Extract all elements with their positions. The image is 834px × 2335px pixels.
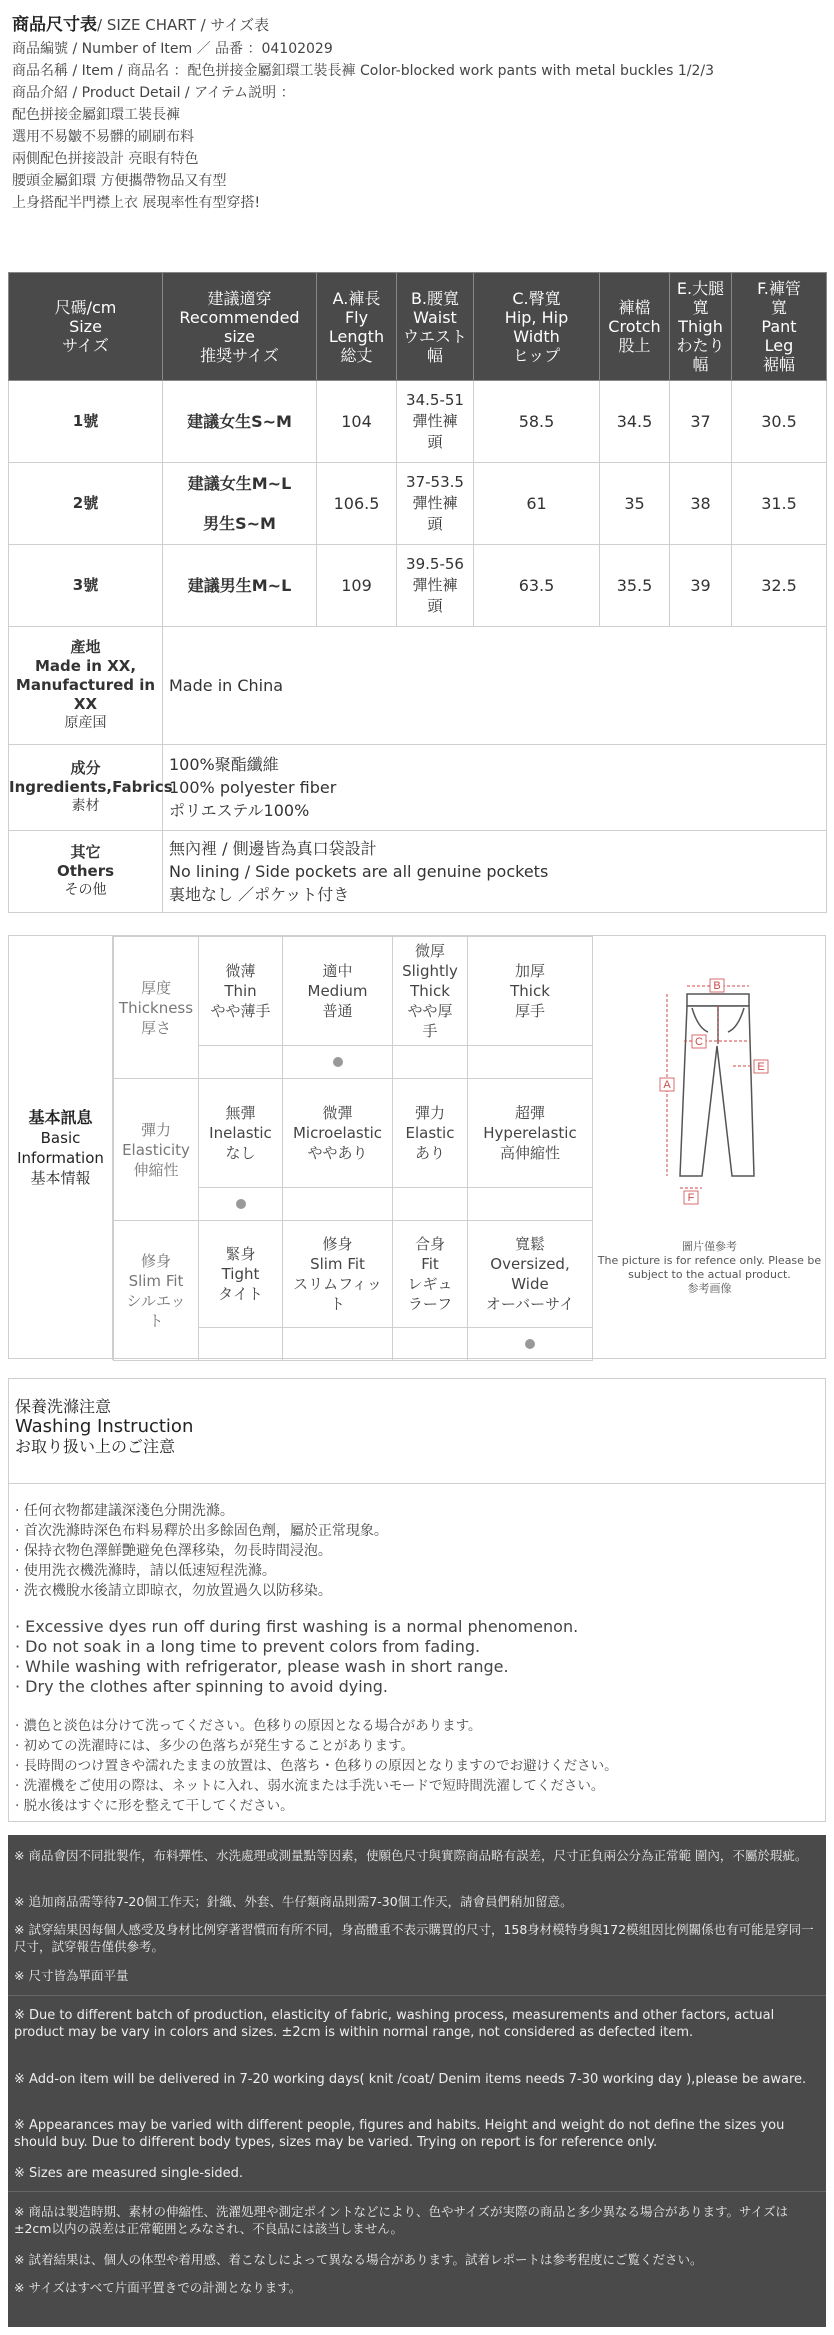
leg-cell: 32.5 xyxy=(732,545,827,627)
elasticity-inelastic: 無彈 Inelastic なし xyxy=(199,1079,283,1188)
size-cell: 3號 xyxy=(9,545,163,627)
note-item: ※ 商品は製造時期、素材の伸縮性、洗濯処理や測定ポイントなどにより、色やサイズが実際の商品と多少異なる場合があります。サイズは±2cm以内の誤差は正常範囲とみなされ、不良品には該当しません。 xyxy=(14,2204,788,2236)
leg-cell: 31.5 xyxy=(732,463,827,545)
indicator-cell xyxy=(468,1328,593,1361)
pants-shape xyxy=(680,1006,754,1176)
col-hip: C.臀寬 Hip, Hip Width ヒップ xyxy=(474,273,600,381)
recommended-cell: 建議男生M~L xyxy=(163,545,317,627)
fit-label: 修身 Slim Fit シルエッ ト xyxy=(114,1221,199,1361)
recommended-cell: 建議女生S~M xyxy=(163,381,317,463)
note-item: ※ 尺寸皆為單面平量 xyxy=(14,1968,129,1983)
list-item: · 長時間のつけ置きや濡れたままの放置は、色落ち・色移りの原因となりますのでお避けください。 xyxy=(15,1758,618,1774)
fit-oversized: 寬鬆 Oversized, Wide オーバーサイ xyxy=(468,1221,593,1328)
size-table-header xyxy=(9,273,827,381)
list-item: · 初めての洗濯時には、多少の色落ちが発生することがあります。 xyxy=(15,1738,415,1754)
fabric-value: 100%聚酯纖維 100% polyester fiber ポリエステル100% xyxy=(163,745,827,831)
diagram-caption: 圖片僅參考 The picture is for refence only. Please be subject to the actual product. 参考画像 xyxy=(597,1240,822,1295)
size-chart-title xyxy=(12,14,824,36)
col-length: A.褲長 Fly Length 総丈 xyxy=(317,273,397,381)
indicator-cell xyxy=(199,1328,283,1361)
length-cell: 109 xyxy=(317,545,397,627)
fit-regular: 合身 Fit レギュ ラーフ xyxy=(393,1221,468,1328)
table-row xyxy=(9,545,827,627)
label-b: B xyxy=(713,980,721,992)
indicator-cell xyxy=(468,1046,593,1079)
washing-title: 保養洗滌注意 Washing Instruction お取り扱い上のご注意 xyxy=(15,1397,194,1456)
note-item: ※ Appearances may be varied with different people, figures and habits. Height and weight do not define the sizes you should buy. Due to different body types, sizes may be varied. Trying on report is for reference only. xyxy=(14,2118,785,2150)
hip-cell: 63.5 xyxy=(474,545,600,627)
size-cell: 1號 xyxy=(9,381,163,463)
length-cell: 106.5 xyxy=(317,463,397,545)
col-crotch: 褲檔 Crotch 股上 xyxy=(600,273,670,381)
fabric-label: 成分 Ingredients,Fabrics 素材 xyxy=(9,745,163,831)
pants-measurement-diagram xyxy=(592,936,827,1236)
indicator-cell xyxy=(393,1328,468,1361)
thickness-options xyxy=(114,937,593,1046)
list-item: · Dry the clothes after spinning to avoid dying. xyxy=(15,1677,389,1696)
thickness-slightly-thick: 微厚 Slightly Thick やや厚 手 xyxy=(393,937,468,1046)
product-detail-line: 腰頭金屬釦環 方便攜帶物品又有型 xyxy=(12,173,227,189)
note-item: ※ 商品會因不同批製作，布料彈性、水洗處理或測量點等因素，使願色尺寸與實際商品略有誤差，尺寸正負兩公分為正常範 圍內，不屬於瑕疵。 xyxy=(14,1848,808,1863)
origin-label: 產地 Made in XX, Manufactured in XX 原産国 xyxy=(9,627,163,745)
table-row xyxy=(9,463,827,545)
divider xyxy=(8,2191,826,2192)
elasticity-hyper: 超彈 Hyperelastic 高伸縮性 xyxy=(468,1079,593,1188)
list-item: · Do not soak in a long time to prevent colors from fading. xyxy=(15,1637,481,1656)
fit-tight: 緊身 Tight タイト xyxy=(199,1221,283,1328)
thickness-thin: 微薄 Thin やや薄手 xyxy=(199,937,283,1046)
indicator-cell xyxy=(468,1188,593,1221)
notes-panel xyxy=(8,1835,826,2327)
waist-cell: 39.5-56 彈性褲 頭 xyxy=(397,545,474,627)
indicator-cell xyxy=(393,1188,468,1221)
note-item: ※ 試着結果は、個人の体型や着用感、着こなしによって異なる場合があります。試着レポートは参考程度にご覧ください。 xyxy=(14,2252,703,2267)
note-item: ※ Sizes are measured single-sided. xyxy=(14,2166,244,2181)
indicator-cell xyxy=(199,1046,283,1079)
basic-info-panel xyxy=(8,935,826,1359)
basic-info-title: 基本訊息 Basic Information 基本情報 xyxy=(9,936,113,1360)
waist-cell: 34.5-51 彈性褲 頭 xyxy=(397,381,474,463)
waist-cell: 37-53.5 彈性褲 頭 xyxy=(397,463,474,545)
indicator-cell xyxy=(283,1328,393,1361)
thickness-medium: 適中 Medium 普通 xyxy=(283,937,393,1046)
indicator-cell xyxy=(393,1046,468,1079)
list-item: · While washing with refrigerator, please wash in short range. xyxy=(15,1657,509,1676)
col-leg: F.褲管 寬 Pant Leg 裾幅 xyxy=(732,273,827,381)
item-number: 商品編號 / Number of Item ／ 品番 ：04102029 xyxy=(12,41,333,57)
hip-cell: 61 xyxy=(474,463,600,545)
other-row xyxy=(9,831,827,913)
col-size: 尺碼/cm Size サイズ xyxy=(9,273,163,381)
length-cell: 104 xyxy=(317,381,397,463)
list-item: · 任何衣物都建議深淺色分開洗滌。 xyxy=(15,1503,234,1519)
list-item: · 使用洗衣機洗滌時，請以低速短程洗滌。 xyxy=(15,1563,276,1579)
selected-dot xyxy=(236,1199,246,1209)
crotch-cell: 34.5 xyxy=(600,381,670,463)
note-item: ※ サイズはすべて片面平置きでの計測となります。 xyxy=(14,2280,302,2295)
elasticity-options xyxy=(114,1079,593,1188)
note-item: ※ 試穿結果因每個人感受及身材比例穿著習慣而有所不同，身高體重不表示購買的尺寸，158身材模特身與172模組因比例關係也有可能是穿同一尺寸，試穿報告僅供參考。 xyxy=(14,1922,814,1954)
list-item: · 脱水後はすぐに形を整えて干してください。 xyxy=(15,1798,294,1814)
label-f: F xyxy=(687,1192,695,1204)
thigh-cell: 38 xyxy=(670,463,732,545)
list-item: · 保持衣物色澤鮮艷避免色澤移染，勿長時間浸泡。 xyxy=(15,1543,332,1559)
product-detail-line: 上身搭配半門襟上衣 展現率性有型穿搭! xyxy=(12,195,261,211)
product-detail-label: 商品介紹 / Product Detail / アイテム説明 ： xyxy=(12,85,295,101)
col-recommended: 建議適穿 Recommended size 推奨サイズ xyxy=(163,273,317,381)
product-detail-line: 選用不易皺不易髒的刷刷布料 xyxy=(12,129,194,145)
list-item: · 洗衣機脫水後請立即晾衣，勿放置過久以防移染。 xyxy=(15,1583,332,1599)
indicator-cell xyxy=(199,1188,283,1221)
list-item: · 洗濯機をご使用の際は、ネットに入れ、弱水流または手洗いモードで短時間洗濯してください。 xyxy=(15,1778,605,1794)
waistband-shape xyxy=(687,994,749,1006)
note-item: ※ 追加商品需等待7-20個工作天；針織、外套、牛仔類商品則需7-30個工作天，請會員們稍加留意。 xyxy=(14,1894,573,1909)
other-value: 無內裡 / 側邊皆為真口袋設計 No lining / Side pockets are all genuine pockets 裏地なし ／ポケット付き xyxy=(163,831,827,913)
elasticity-label: 彈力 Elasticity 伸縮性 xyxy=(114,1079,199,1221)
elasticity-micro: 微彈 Microelastic ややあり xyxy=(283,1079,393,1188)
product-detail-line: 配色拼接金屬釦環工裝長褲 xyxy=(12,107,180,123)
product-header xyxy=(12,14,824,214)
note-item: ※ Add-on item will be delivered in 7-20 working days( knit /coat/ Denim items needs 7-30 working day ),please be aware. xyxy=(14,2072,807,2087)
crotch-cell: 35.5 xyxy=(600,545,670,627)
product-detail-line: 兩側配色拼接設計 亮眼有特色 xyxy=(12,151,199,167)
size-chart-heading: 商品尺寸表 xyxy=(12,15,97,35)
size-table xyxy=(8,272,827,913)
fabric-row xyxy=(9,745,827,831)
indicator-cell xyxy=(283,1046,393,1079)
item-name: 商品名稱 / Item / 商品名 ：配色拼接金屬釦環工裝長褲 Color-blocked work pants with metal buckles 1/2/3 xyxy=(12,63,714,79)
fit-slim: 修身 Slim Fit スリムフィッ ト xyxy=(283,1221,393,1328)
crotch-cell: 35 xyxy=(600,463,670,545)
label-e: E xyxy=(757,1061,765,1073)
thigh-cell: 37 xyxy=(670,381,732,463)
washing-ja-list xyxy=(15,1716,618,1816)
hip-cell: 58.5 xyxy=(474,381,600,463)
list-item: · 濃色と淡色は分けて洗ってください。色移りの原因となる場合があります。 xyxy=(15,1718,482,1734)
divider xyxy=(8,1995,826,1996)
thigh-cell: 39 xyxy=(670,545,732,627)
selected-dot xyxy=(525,1339,535,1349)
thickness-label: 厚度 Thickness 厚さ xyxy=(114,937,199,1079)
washing-zh-list xyxy=(15,1501,388,1601)
size-cell: 2號 xyxy=(9,463,163,545)
col-waist: B.腰寬 Waist ウエスト 幅 xyxy=(397,273,474,381)
origin-row xyxy=(9,627,827,745)
divider xyxy=(9,1483,825,1484)
size-chart-subheading: / SIZE CHART / サイズ表 xyxy=(97,16,270,34)
washing-en-list xyxy=(15,1617,578,1697)
selected-dot xyxy=(333,1057,343,1067)
list-item: · 首次洗滌時深色布料易釋於出多餘固色劑，屬於正常現象。 xyxy=(15,1523,388,1539)
list-item: · Excessive dyes run off during first washing is a normal phenomenon. xyxy=(15,1617,579,1636)
elasticity-elastic: 彈力 Elastic あり xyxy=(393,1079,468,1188)
attribute-table xyxy=(113,936,593,1361)
thickness-thick: 加厚 Thick 厚手 xyxy=(468,937,593,1046)
col-thigh: E.大腿 寬 Thigh わたり 幅 xyxy=(670,273,732,381)
other-label: 其它 Others その他 xyxy=(9,831,163,913)
table-row xyxy=(9,381,827,463)
recommended-cell: 建議女生M~L 男生S~M xyxy=(163,463,317,545)
fit-options xyxy=(114,1221,593,1328)
label-a: A xyxy=(663,1079,671,1091)
indicator-cell xyxy=(283,1188,393,1221)
leg-cell: 30.5 xyxy=(732,381,827,463)
note-item: ※ Due to different batch of production, elasticity of fabric, washing process, measurements and other factors, actual product may be vary in colors and sizes. ±2cm is within normal range, not considered as defected item. xyxy=(14,2008,775,2040)
label-c: C xyxy=(695,1036,703,1048)
pants-diagram xyxy=(592,936,827,1360)
washing-instruction-panel xyxy=(8,1378,826,1822)
origin-value: Made in China xyxy=(163,627,827,745)
